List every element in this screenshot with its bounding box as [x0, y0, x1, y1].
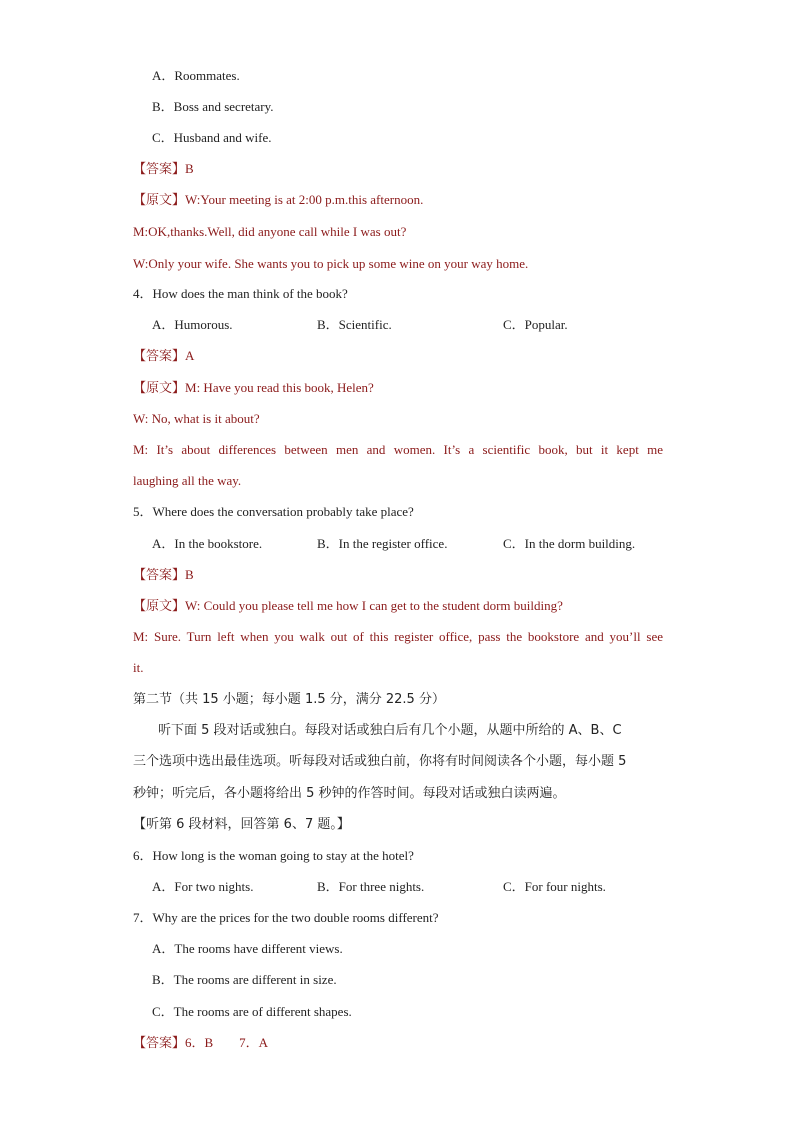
q7-option-c: C．The rooms are of different shapes. [152, 1004, 352, 1019]
script-text: W:Your meeting is at 2:00 p.m.this afternoon. [185, 192, 424, 207]
q4-script-line-3: M: It’s about differences between men and women. It’s a scientific book, but it kept me [133, 442, 663, 457]
q7-question: 7．Why are the prices for the two double rooms different? [133, 910, 439, 925]
q4-answer [133, 347, 194, 366]
q3-option-a: A．Roommates. [152, 68, 240, 83]
q6-question: 6．How long is the woman going to stay at the hotel? [133, 848, 414, 863]
q3-option-c: C．Husband and wife. [152, 130, 272, 145]
answer-6-7 [133, 1034, 268, 1053]
q3-script-line-2: M:OK,thanks.Well, did anyone call while I was out? [133, 224, 407, 239]
answer-tag: 【答案】 [133, 1036, 186, 1051]
script-text: W: Could you please tell me how I can get to the student dorm building? [185, 598, 563, 613]
q3-option-b: B．Boss and secretary. [152, 99, 274, 114]
answer-tag: 【答案】 [133, 349, 186, 364]
q5-script-line-1 [133, 597, 563, 616]
answer-tag: 【答案】 [133, 162, 186, 177]
q4-option-c: C．Popular. [503, 317, 568, 332]
q5-script-line-2: M: Sure. Turn left when you walk out of this register office, pass the bookstore and you’ll see [133, 629, 663, 644]
q6-option-c: C．For four nights. [503, 879, 606, 894]
q5-answer [133, 566, 194, 585]
answer-value: A [185, 348, 195, 363]
q4-option-a: A．Humorous. [152, 317, 233, 332]
q6-option-a: A．For two nights. [152, 879, 254, 894]
q4-script-line-1 [133, 379, 374, 398]
q4-question: 4．How does the man think of the book? [133, 286, 348, 301]
q5-option-b: B．In the register office. [317, 536, 448, 551]
section2-instruction-line-1: 听下面 5 段对话或独白。每段对话或独白后有几个小题，从题中所给的 A、B、C [158, 723, 622, 738]
section2-heading: 第二节（共 15 小题；每小题 1.5 分，满分 22.5 分） [133, 692, 445, 707]
q4-script-line-2: W: No, what is it about? [133, 411, 260, 426]
q4-option-b: B．Scientific. [317, 317, 392, 332]
q7-option-b: B．The rooms are different in size. [152, 972, 337, 987]
script-tag: 【原文】 [133, 193, 186, 208]
script-text: M: Have you read this book, Helen? [185, 380, 374, 395]
answer-value: 6．B 7．A [185, 1035, 269, 1050]
answer-value: B [185, 161, 194, 176]
q5-script-line-3: it. [133, 660, 144, 675]
q7-option-a: A．The rooms have different views. [152, 941, 343, 956]
answer-value: B [185, 567, 194, 582]
script-tag: 【原文】 [133, 599, 186, 614]
material-heading: 【听第 6 段材料，回答第 6、7 题。】 [133, 817, 350, 832]
q3-script-line-1 [133, 191, 423, 210]
q5-option-a: A．In the bookstore. [152, 536, 263, 551]
q5-option-c: C．In the dorm building. [503, 536, 636, 551]
q4-script-line-4: laughing all the way. [133, 473, 242, 488]
q6-option-b: B．For three nights. [317, 879, 425, 894]
section2-instruction-line-3: 秒钟；听完后，各小题将给出 5 秒钟的作答时间。每段对话或独白读两遍。 [133, 786, 566, 801]
q3-script-line-3: W:Only your wife. She wants you to pick up some wine on your way home. [133, 256, 529, 271]
q3-answer [133, 160, 194, 179]
section2-instruction-line-2: 三个选项中选出最佳选项。听每段对话或独白前，你将有时间阅读各个小题，每小题 5 [133, 754, 627, 769]
q5-question: 5．Where does the conversation probably take place? [133, 504, 414, 519]
script-tag: 【原文】 [133, 381, 186, 396]
answer-tag: 【答案】 [133, 568, 186, 583]
